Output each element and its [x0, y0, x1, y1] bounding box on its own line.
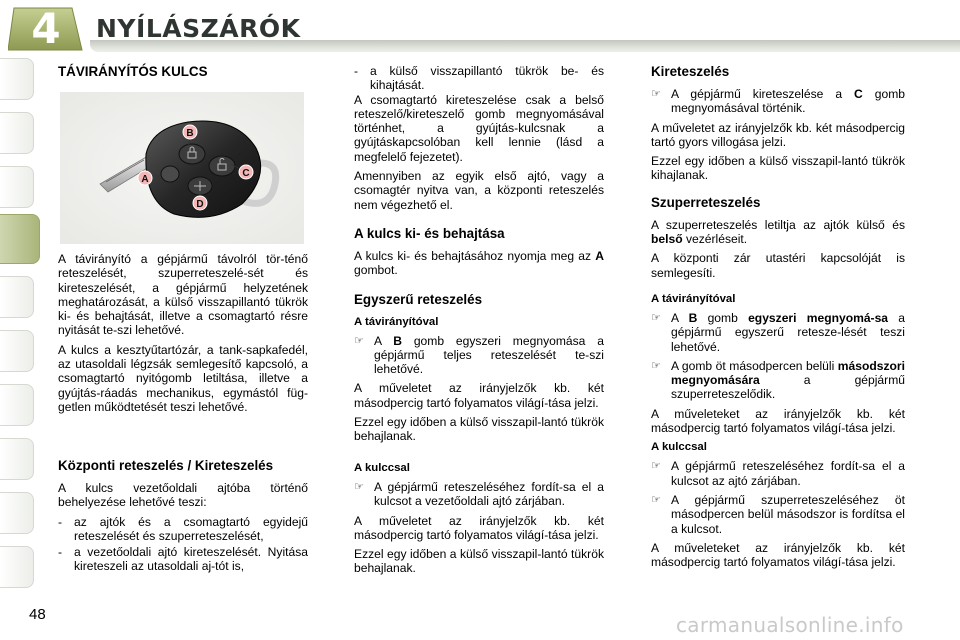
- section-heading-remote-key: TÁVIRÁNYÍTÓS KULCS: [58, 64, 208, 79]
- bullet-item: ☞ A gépjármű reteszeléséhez fordít-sa el a kulcsot az ajtó zárjában.: [651, 459, 905, 488]
- chapter-number: 4: [31, 4, 61, 53]
- bullet-item: ☞ A gépjármű reteszeléséhez fordít-sa el a kulcsot a vezetőoldali ajtó zárjában.: [354, 480, 604, 509]
- side-tab-9[interactable]: [0, 492, 34, 534]
- hand-pointer-icon: ☞: [651, 310, 661, 324]
- dash-list-item: - a vezetőoldali ajtó kireteszelését. Nyitása kireteszeli az utasoldali aj-tót is,: [58, 545, 308, 574]
- chapter-side-tabs: [0, 58, 36, 618]
- section-heading-key-fold: A kulcs ki- és behajtása: [354, 225, 505, 241]
- column-1-body: [58, 252, 308, 419]
- svg-text:C: C: [242, 168, 250, 179]
- subheading-remote: A távirányítóval: [651, 292, 736, 305]
- paragraph: Ezzel egy időben a külső visszapil-lantó tükrök kihajlanak.: [651, 154, 905, 183]
- subheading-remote: A távirányítóval: [354, 315, 439, 328]
- paragraph: A műveletet az irányjelzők kb. két másodpercig tartó gyors villogása jelzi.: [651, 120, 905, 149]
- remote-key-illustration: [60, 92, 304, 244]
- paragraph: A kulcs ki- és behajtásához nyomja meg az A gombot.: [354, 248, 604, 278]
- column-2-key-section: [354, 461, 604, 581]
- section-heading-unlocking: Kireteszelés: [651, 64, 730, 79]
- dash-marker: -: [58, 514, 63, 529]
- column-2: [354, 64, 604, 449]
- bullet-item: ☞ A gépjármű szuperreteszeléséhez öt másodpercen belül másodszor is fordítsa el a kulcsot.: [651, 492, 905, 536]
- svg-text:A: A: [141, 174, 149, 185]
- side-tab-7[interactable]: [0, 384, 34, 426]
- hand-pointer-icon: ☞: [651, 87, 661, 100]
- key-unlock-button: [209, 156, 235, 176]
- subheading-key: A kulccsal: [651, 441, 707, 454]
- side-tab-8[interactable]: [0, 438, 34, 480]
- side-tab-1[interactable]: [0, 58, 34, 100]
- svg-text:B: B: [186, 128, 194, 139]
- paragraph: A csomagtartó kireteszelése csak a belső reteszelő/kireteszelő gomb megnyomásával történhet, a gyújtás-kulcsnak a gyújtáskapcsolóban kell lennie (lásd a megfelelő fejezetet).: [354, 92, 604, 164]
- dash-marker: -: [58, 545, 63, 560]
- chapter-header: [0, 0, 960, 52]
- hand-pointer-icon: ☞: [651, 358, 661, 372]
- subheading-key: A kulccsal: [354, 462, 410, 474]
- section-heading-simple-locking: Egyszerű reteszelés: [354, 291, 483, 307]
- bullet-item: ☞ A gépjármű kireteszelése a C gomb megnyomásával történik.: [651, 87, 905, 116]
- paragraph: A műveleteket az irányjelzők kb. két másodpercig tartó folyamatos világí-tása jelzi.: [651, 540, 905, 570]
- svg-text:D: D: [196, 199, 204, 210]
- side-tab-5[interactable]: [0, 276, 34, 318]
- section-heading-central-locking: Központi reteszelés / Kireteszelés: [58, 458, 274, 473]
- bullet-item: ☞ A B gomb egyszeri megnyomá-sa a gépjármű egyszerű retesze-lését teszi lehetővé.: [651, 310, 905, 354]
- column-1: [58, 64, 308, 87]
- paragraph: A műveletet az irányjelzők kb. két másodpercig tartó folyamatos világí-tása jelzi.: [354, 381, 604, 410]
- watermark: carmanualsonline.info: [676, 613, 904, 637]
- dash-list-item: - a külső visszapillantó tükrök be- és kihajtását.: [354, 64, 604, 93]
- paragraph: A kulcs vezetőoldali ajtóba történő behelyezése lehetővé teszi:: [58, 481, 308, 510]
- hand-pointer-icon: ☞: [651, 492, 661, 506]
- hand-pointer-icon: ☞: [354, 480, 364, 493]
- bullet-item: ☞ A gomb öt másodpercen belüli másodszori megnyomására a gépjármű szuperreteszelődik.: [651, 358, 905, 402]
- paragraph: A szuperreteszelés letiltja az ajtók külső és belső vezérléseit.: [651, 217, 905, 247]
- chapter-title: NYÍLÁSZÁRÓK: [96, 14, 301, 43]
- key-label-b: [183, 125, 197, 139]
- side-tab-3[interactable]: [0, 166, 34, 208]
- section-heading-superlocking: Szuperreteszelés: [651, 194, 761, 210]
- page-number: 48: [29, 606, 46, 623]
- side-tab-6[interactable]: [0, 330, 34, 372]
- paragraph: A műveleteket az irányjelzők kb. két másodpercig tartó folyamatos világí-tása jelzi.: [651, 406, 905, 436]
- hand-pointer-icon: ☞: [354, 333, 364, 347]
- hand-pointer-icon: ☞: [651, 459, 661, 473]
- key-fold-button: [161, 166, 179, 182]
- bullet-item: ☞ A B gomb egyszeri megnyomása a gépjármű teljes reteszelését te-szi lehetővé.: [354, 333, 604, 377]
- key-label-a: [138, 171, 152, 185]
- paragraph: A műveletet az irányjelzők kb. két másodpercig tartó folyamatos világí-tása jelzi.: [354, 513, 604, 542]
- paragraph: Ezzel egy időben a külső visszapil-lantó tükrök behajlanak.: [354, 547, 604, 576]
- column-1-central-locking: [58, 458, 308, 576]
- dash-marker: -: [354, 64, 359, 78]
- side-tab-10[interactable]: [0, 546, 34, 588]
- dash-list-item: - az ajtók és a csomagtartó egyidejű reteszelését és szuperreteszelését,: [58, 514, 308, 543]
- paragraph: A távirányító a gépjármű távolról tör-ténő reteszelését, szuperreteszelé-sét és kireteszelését, a gépjármű helyzetének meghatározását, a külső visszapillantó tükrök ki- és behajtását, illetve a csomagtartó résre nyitását te-szi lehetővé.: [58, 252, 308, 338]
- column-3: [651, 64, 905, 574]
- paragraph: A kulcs a kesztyűtartózár, a tank-sapkafedél, az utasoldali légzsák semlegesítő kapcsoló, a csomagtartó nyitógomb letiltása, illetve a gyújtás-ráadás mechanikus, egymástól füg-getlen működtetését teszi lehetővé.: [58, 342, 308, 414]
- key-label-d: [193, 196, 207, 210]
- key-label-c: [239, 165, 253, 179]
- side-tab-4-active[interactable]: [0, 214, 40, 264]
- paragraph: Ezzel egy időben a külső visszapil-lantó tükrök behajlanak.: [354, 415, 604, 444]
- side-tab-2[interactable]: [0, 112, 34, 154]
- paragraph: A központi zár utastéri kapcsolóját is semlegesíti.: [651, 251, 905, 280]
- chapter-badge: [8, 6, 84, 52]
- paragraph: Amennyiben az egyik első ajtó, vagy a csomagtér nyitva van, a központi reteszelés nem végezhető el.: [354, 169, 604, 212]
